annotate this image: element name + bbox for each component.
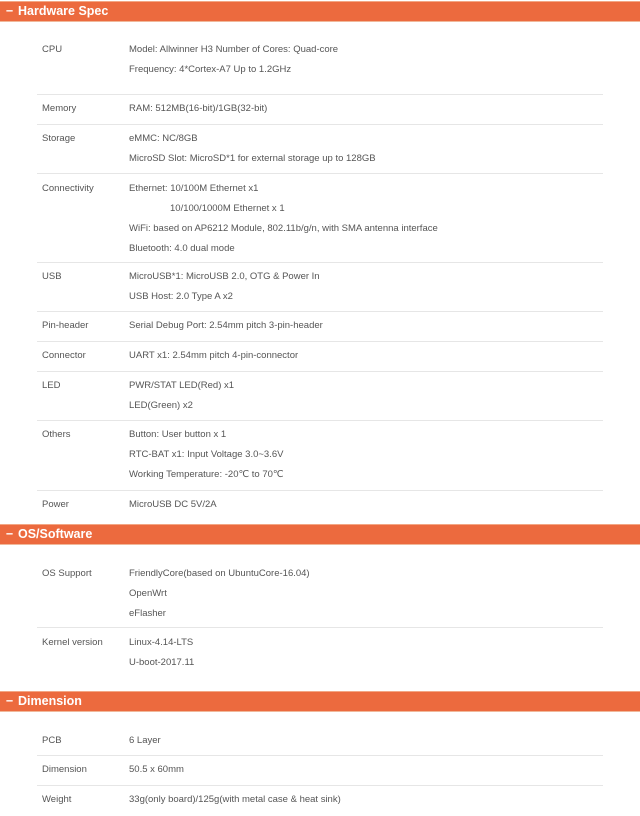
spec-value: OpenWrt (129, 588, 167, 599)
section-header-dimension[interactable] (0, 691, 640, 712)
spec-row-power (37, 491, 603, 521)
spec-label: Connector (42, 350, 86, 361)
spec-value: PWR/STAT LED(Red) x1 (129, 380, 235, 391)
spec-value: eMMC: NC/8GB (129, 133, 198, 144)
spec-value: Button: User button x 1 (129, 429, 227, 440)
spec-value: USB Host: 2.0 Type A x2 (129, 291, 233, 302)
collapse-icon[interactable]: − (5, 527, 14, 541)
spec-label: PCB (42, 735, 62, 746)
spec-value: RTC-BAT x1: Input Voltage 3.0~3.6V (129, 449, 284, 460)
spec-value: Bluetooth: 4.0 dual mode (129, 243, 235, 254)
spec-label: Others (42, 429, 71, 440)
spec-row-connectivity (37, 174, 603, 263)
spec-label: Connectivity (42, 183, 94, 194)
spec-value: MicroUSB DC 5V/2A (129, 499, 217, 510)
spec-value: Linux-4.14-LTS (129, 637, 194, 648)
spec-value: MicroSD Slot: MicroSD*1 for external storage up to 128GB (129, 153, 376, 164)
spec-label: Dimension (42, 764, 87, 775)
spec-value: RAM: 512MB(16-bit)/1GB(32-bit) (129, 103, 268, 114)
spec-row-cpu (37, 40, 603, 95)
spec-value: eFlasher (129, 608, 166, 619)
spec-value: U-boot-2017.11 (129, 657, 195, 668)
spec-value: Serial Debug Port: 2.54mm pitch 3-pin-header (129, 320, 323, 331)
spec-row-connector (37, 342, 603, 372)
spec-value: Ethernet: 10/100M Ethernet x1 (129, 183, 259, 194)
hardware-spec-table (37, 40, 603, 521)
spec-row-weight (37, 786, 603, 816)
section-header-hardware-spec[interactable] (0, 1, 640, 22)
spec-row-led (37, 372, 603, 421)
spec-value: MicroUSB*1: MicroUSB 2.0, OTG & Power In (129, 271, 320, 282)
spec-label: Memory (42, 103, 77, 114)
spec-row-usb (37, 263, 603, 312)
spec-row-pin-header (37, 312, 603, 342)
spec-label: CPU (42, 44, 63, 55)
spec-value: Working Temperature: -20℃ to 70℃ (129, 469, 284, 480)
spec-value: WiFi: based on AP6212 Module, 802.11b/g/n, with SMA antenna interface (129, 223, 438, 234)
spec-row-pcb (37, 731, 603, 756)
section-title: OS/Software (18, 527, 93, 541)
spec-value: 33g(only board)/125g(with metal case & heat sink) (129, 794, 341, 805)
os-software-table (37, 564, 603, 676)
spec-value: 10/100/1000M Ethernet x 1 (170, 203, 285, 214)
spec-value: FriendlyCore(based on UbuntuCore-16.04) (129, 568, 310, 579)
spec-label: Storage (42, 133, 76, 144)
spec-row-memory (37, 95, 603, 125)
collapse-icon[interactable]: − (5, 694, 14, 708)
spec-value: Frequency: 4*Cortex-A7 Up to 1.2GHz (129, 64, 292, 75)
spec-label: Weight (42, 794, 72, 805)
spec-row-os-support (37, 564, 603, 628)
spec-label: Power (42, 499, 69, 510)
spec-label: USB (42, 271, 62, 282)
collapse-icon[interactable]: − (5, 4, 14, 18)
spec-label: OS Support (42, 568, 92, 579)
section-title: Dimension (18, 694, 82, 708)
section-header-os-software[interactable] (0, 524, 640, 545)
spec-value: UART x1: 2.54mm pitch 4-pin-connector (129, 350, 299, 361)
spec-row-storage (37, 125, 603, 174)
spec-value: 6 Layer (129, 735, 161, 746)
spec-row-others (37, 421, 603, 491)
spec-row-dimension (37, 756, 603, 786)
spec-value: Model: Allwinner H3 Number of Cores: Quad-core (129, 44, 339, 55)
spec-value: LED(Green) x2 (129, 400, 193, 411)
section-title: Hardware Spec (18, 4, 109, 18)
spec-row-kernel-version (37, 628, 603, 676)
dimension-table (37, 731, 603, 816)
spec-value: 50.5 x 60mm (129, 764, 184, 775)
spec-label: LED (42, 380, 61, 391)
spec-label: Kernel version (42, 637, 103, 648)
spec-label: Pin-header (42, 320, 89, 331)
